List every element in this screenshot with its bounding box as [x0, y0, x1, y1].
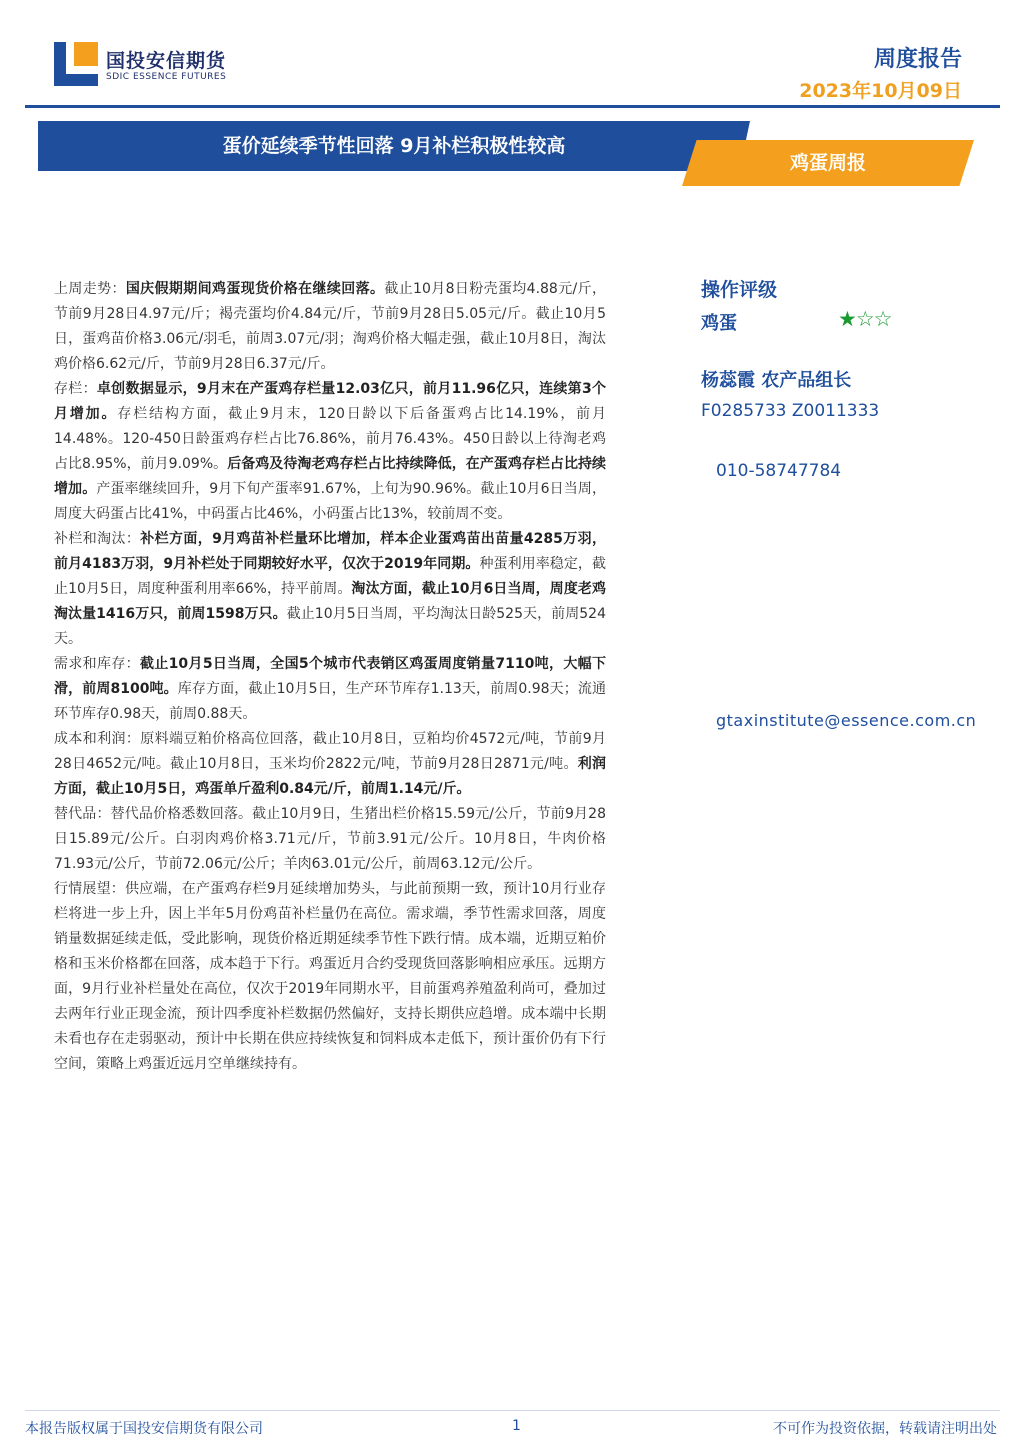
report-date: 2023年10月09日: [799, 80, 962, 102]
paragraph-emphasis: 卓创数据显示，9月末在产蛋鸡存栏量12.03亿只，前月11.96亿只，连续第3个月增加。: [54, 381, 606, 422]
body-paragraph: [54, 652, 606, 727]
paragraph-text: 成本和利润：: [54, 731, 141, 747]
rating-stars-icon: ★☆☆: [838, 307, 892, 331]
email-container: [701, 490, 1025, 730]
rating-heading: 操作评级: [701, 279, 778, 301]
company-logo: [54, 42, 254, 88]
analyst-license: F0285733 Z0011333: [701, 401, 880, 421]
paragraph-text: 替代品：替代品价格悉数回落。截止10月9日，生猪出栏价格15.59元/公斤，节前9月28日15.89元/公斤。白羽肉鸡价格3.71元/斤，节前3.91元/公斤。10月8日，牛肉价格71.93元/公斤，节前72.06元/公斤；羊肉63.01元/公斤，前周63.12元/公斤。: [54, 806, 606, 872]
paragraph-emphasis: 利润方面，截止10月5日，鸡蛋单斤盈利0.84元/斤，前周1.14元/斤。: [54, 756, 607, 797]
body-paragraph: [54, 727, 606, 802]
paragraph-text: 行情展望：供应端，在产蛋鸡存栏9月延续增加势头，与此前预期一致，预计10月行业存栏将进一步上升，因上半年5月份鸡苗补栏量仍在高位。需求端，季节性需求回落，周度销量数据延续走低，受此影响，现货价格近期延续季节性下跌行情。成本端，近期豆粕价格和玉米价格都在回落，成本趋于下行。鸡蛋近月合约受现货回落影响相应承压。远期方面，9月行业补栏量处在高位，仅次于2019年同期水平，目前蛋鸡养殖盈利尚可，叠加过去两年行业正现金流，预计四季度补栏数据仍然偏好，支持长期供应趋增。成本端中长期未看也存在走弱驱动，预计中长期在供应持续恢复和饲料成本走低下，预计蛋价仍有下行空间，策略上鸡蛋近远月空单继续持有。: [54, 881, 606, 1072]
report-type: 周度报告: [873, 47, 962, 72]
paragraph-emphasis: 后备鸡及待淘老鸡存栏占比持续降低，在产蛋鸡存栏占比持续增加。: [54, 456, 607, 497]
contact-phone: 010-58747784: [716, 461, 842, 481]
paragraph-text: 存栏：: [54, 381, 97, 397]
report-tag: 鸡蛋周报: [789, 152, 866, 174]
paragraph-text: 截止10月8日粉壳蛋均4.88元/斤，节前9月28日4.97元/斤；褐壳蛋均价4.84元/斤，节前9月28日5.05元/斤。截止10月5日，蛋鸡苗价格3.06元/羽毛，前周3.07元/羽；淘鸡价格大幅走强，截止10月8日，淘汰鸡价格6.62元/斤，节前9月28日6.37元/斤。: [54, 281, 606, 372]
page-number: 1: [512, 1418, 521, 1434]
paragraph-emphasis: 截止10月5日当周，全国5个城市代表销区鸡蛋周度销量7110吨，大幅下滑，前周8100吨。: [54, 656, 606, 697]
contact-email[interactable]: gtaxinstitute@essence.com.cn: [716, 711, 977, 730]
body-paragraph: [54, 277, 606, 377]
logo-mark-icon: [54, 42, 98, 86]
paragraph-text: 上周走势：: [54, 281, 126, 297]
paragraph-text: 种蛋利用率稳定，截止10月5日，周度种蛋利用率66%，持平前周。: [54, 556, 607, 597]
paragraph-text: 截止10月5日当周，平均淘汰日龄525天，前周524天。: [54, 606, 606, 647]
paragraph-emphasis: 淘汰方面，截止10月6日当周，周度老鸡淘汰量1416万只，前周1598万只。: [54, 581, 606, 622]
header-divider: [25, 105, 1000, 108]
body-paragraph: [54, 527, 606, 652]
paragraph-text: 补栏和淘汰：: [54, 531, 141, 547]
logo-name-en: SDIC ESSENCE FUTURES: [106, 72, 227, 82]
paragraph-emphasis: 补栏方面，9月鸡苗补栏量环比增加，样本企业蛋鸡苗出苗量4285万羽，前月4183万羽，9月补栏处于同期较好水平，仅次于2019年同期。: [54, 531, 606, 572]
paragraph-text: 库存方面，截止10月5日，生产环节库存1.13天，前周0.98天；流通环节库存0.98天，前周0.88天。: [54, 681, 606, 722]
paragraph-text: 存栏结构方面，截止9月末，120日龄以下后备蛋鸡占比14.19%，前月14.48%。120-450日龄蛋鸡存栏占比76.86%，前月76.43%。450日龄以上待淘老鸡占比8.95%，前月9.09%。: [54, 406, 607, 472]
report-title: 蛋价延续季节性回落 9月补栏积极性较高: [222, 135, 566, 157]
body-paragraph: [54, 877, 606, 1077]
footer-disclaimer: 不可作为投资依据，转载请注明出处: [773, 1421, 997, 1437]
body-paragraph: [54, 377, 606, 527]
analyst-name: 杨蕊霞 农产品组长: [701, 370, 852, 391]
footer-copyright: 本报告版权属于国投安信期货有限公司: [25, 1421, 263, 1437]
report-body: [54, 277, 606, 1077]
footer-divider: [25, 1410, 1000, 1411]
body-paragraph: [54, 802, 606, 877]
paragraph-text: 产蛋率继续回升，9月下旬产蛋率91.67%，上旬为90.96%。截止10月6日当周，周度大码蛋占比41%，中码蛋占比46%，小码蛋占比13%，较前周不变。: [54, 481, 606, 522]
paragraph-text: 需求和库存：: [54, 656, 141, 672]
paragraph-text: 原料端豆粕价格高位回落，截止10月8日，豆粕均价4572元/吨，节前9月28日4652元/吨。截止10月8日，玉米均价2822元/吨，节前9月28日2871元/吨。: [54, 731, 606, 772]
paragraph-emphasis: 国庆假期期间鸡蛋现货价格在继续回落。: [125, 281, 385, 297]
logo-name-cn: 国投安信期货: [106, 50, 227, 72]
rating-item: 鸡蛋: [701, 313, 737, 334]
